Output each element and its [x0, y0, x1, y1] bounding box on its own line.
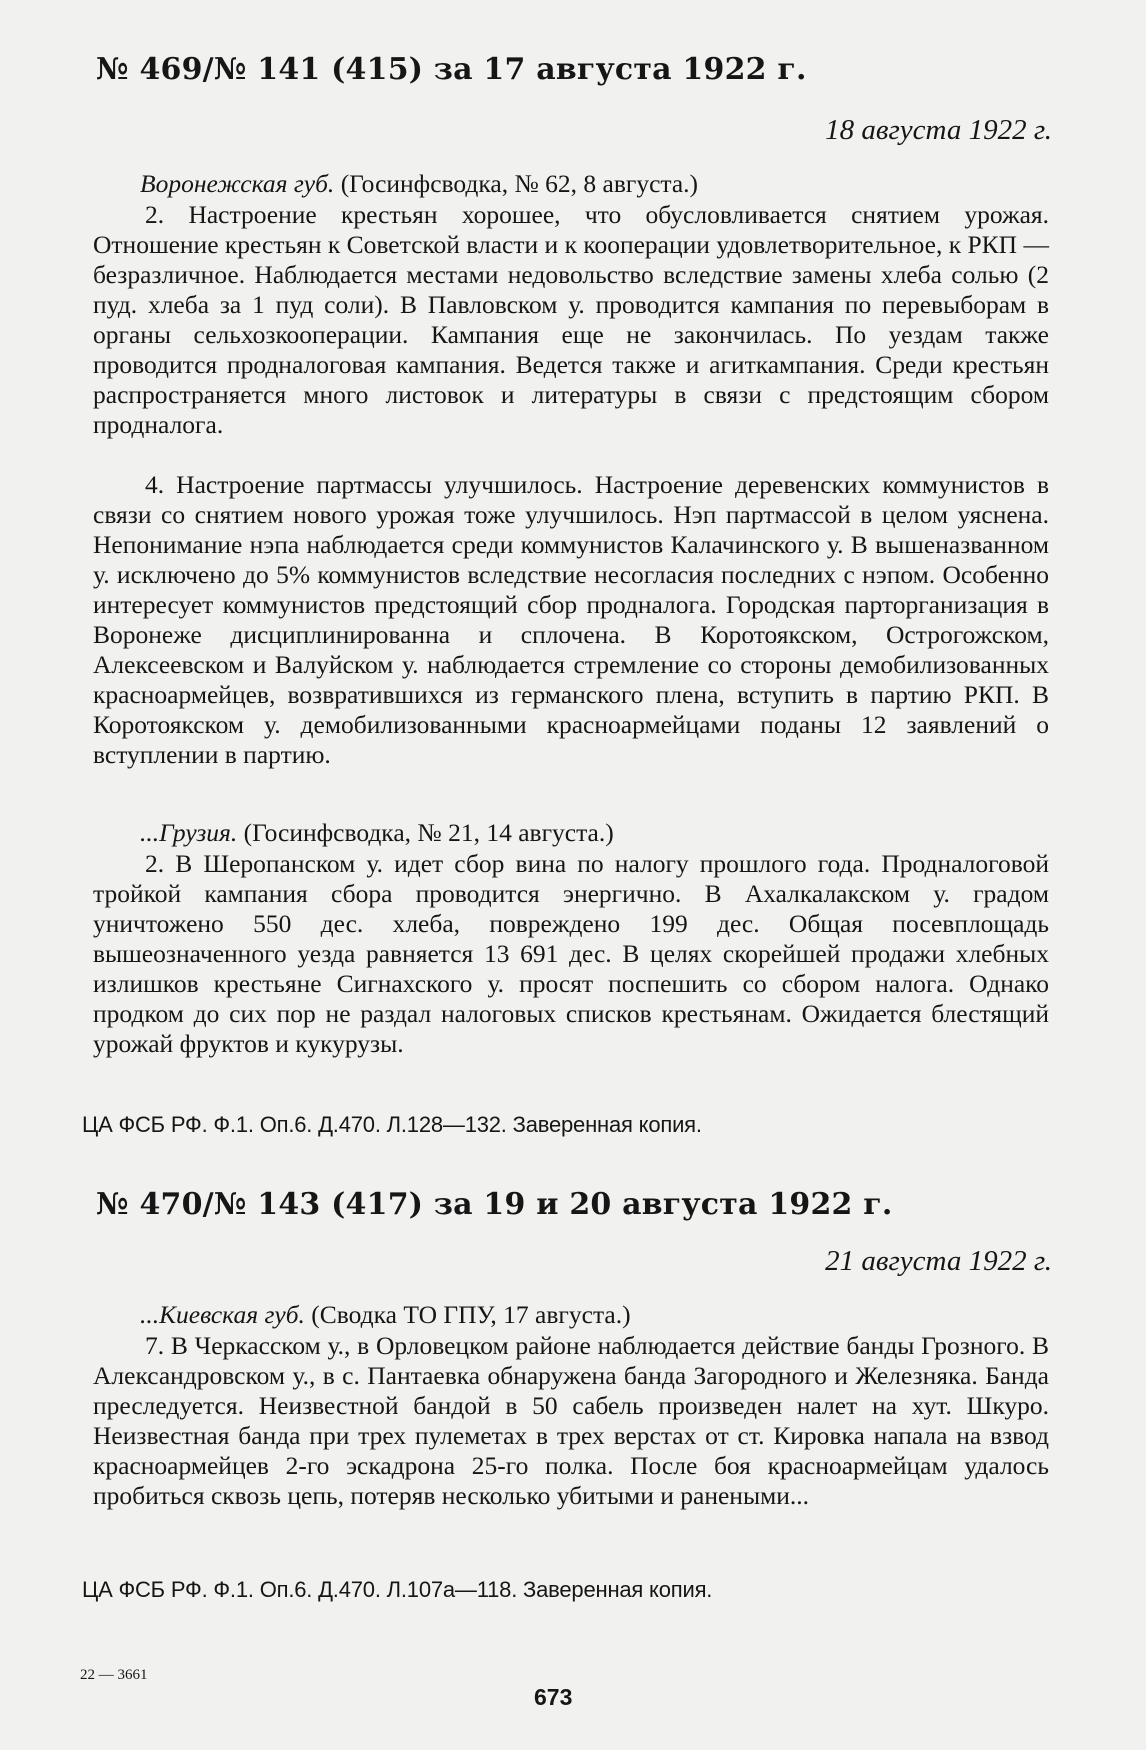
page-number: 673: [534, 1684, 573, 1710]
doc-469-source-voronezh: [140, 169, 698, 199]
source-region: ...Грузия.: [140, 818, 238, 847]
source-reference: (Госинфсводка, № 21, 14 августа.): [243, 818, 614, 847]
doc-469-paragraph-1: 2. Настроение крестьян хорошее, что обусловливается снятием урожая. Отношение крестьян к Советской власти и к кооперации удовлетворительное, к РКП — безразличное. Наблюдается местами недовольство вследствие замены хлеба солью (2 пуд. хлеба за 1 пуд соли). В Павловском у. проводится кампания по перевыборам в органы сельхозкооперации. Кампания еще не закончилась. По уездам также проводится продналоговая кампания. Ведется также и агиткампания. Среди крестьян распространяется много листовок и литературы в связи с предстоящим сбором продналога.: [93, 200, 1049, 439]
doc-470-archive-citation: ЦА ФСБ РФ. Ф.1. Оп.6. Д.470. Л.107а—118. Заверенная копия.: [82, 1577, 713, 1602]
source-reference: (Госинфсводка, № 62, 8 августа.): [340, 169, 699, 198]
source-region: ...Киевская губ.: [140, 1300, 305, 1329]
doc-470-date: 21 августа 1922 г.: [825, 1245, 1052, 1277]
doc-469-paragraph-2: 4. Настроение партмассы улучшилось. Настроение деревенских коммунистов в связи со снятием нового урожая тоже улучшилось. Нэп партмассой в целом уяснена. Непонимание нэпа наблюдается среди коммунистов Калачинского у. В вышеназванном у. исключено до 5% коммунистов вследствие несогласия последних с нэпом. Особенно интересует коммунистов предстоящий сбор продналога. Городская парторганизация в Воронеже дисциплинированна и сплочена. В Коротоякском, Острогожском, Алексеевском и Валуйском у. наблюдается стремление со стороны демобилизованных красноармейцев, возвратившихся из германского плена, вступить в партию РКП. В Коротоякском у. демобилизованными красноармейцами поданы 12 заявлений о вступлении в партию.: [93, 470, 1049, 769]
doc-470-source-kiev: [140, 1300, 631, 1330]
source-region: Воронежская губ.: [140, 169, 335, 198]
print-signature: 22 — 3661: [80, 1667, 148, 1683]
doc-470-heading: № 470/№ 143 (417) за 19 и 20 августа 1922 г.: [96, 1187, 893, 1222]
doc-469-heading: № 469/№ 141 (415) за 17 августа 1922 г.: [96, 52, 807, 87]
doc-469-date: 18 августа 1922 г.: [825, 114, 1052, 146]
doc-469-archive-citation: ЦА ФСБ РФ. Ф.1. Оп.6. Д.470. Л.128—132. Заверенная копия.: [82, 1112, 702, 1137]
doc-469-source-georgia: [140, 818, 614, 848]
doc-470-paragraph-1: 7. В Черкасском у., в Орловецком районе наблюдается действие банды Грозного. В Александровском у., в с. Пантаевка обнаружена банда Загородного и Железняка. Банда преследуется. Неизвестной бандой в 50 сабель произведен налет на хут. Шкуро. Неизвестная банда при трех пулеметах в трех верстах от ст. Кировка напала на взвод красноармейцев 2-го эскадрона 25-го полка. После боя красноармейцам удалось пробиться сквозь цепь, потеряв несколько убитыми и ранеными...: [93, 1331, 1049, 1510]
source-reference: (Сводка ТО ГПУ, 17 августа.): [311, 1300, 631, 1329]
doc-469-paragraph-3: 2. В Шеропанском у. идет сбор вина по налогу прошлого года. Продналоговой тройкой кампания сбора проводится энергично. В Ахалкалакском у. градом уничтожено 550 дес. хлеба, повреждено 199 дес. Общая посевплощадь вышеозначенного уезда равняется 13 691 дес. В целях скорейшей продажи хлебных излишков крестьяне Сигнахского у. просят поспешить со сбором налога. Однако продком до сих пор не раздал налоговых списков крестьянам. Ожидается блестящий урожай фруктов и кукурузы.: [93, 849, 1049, 1058]
